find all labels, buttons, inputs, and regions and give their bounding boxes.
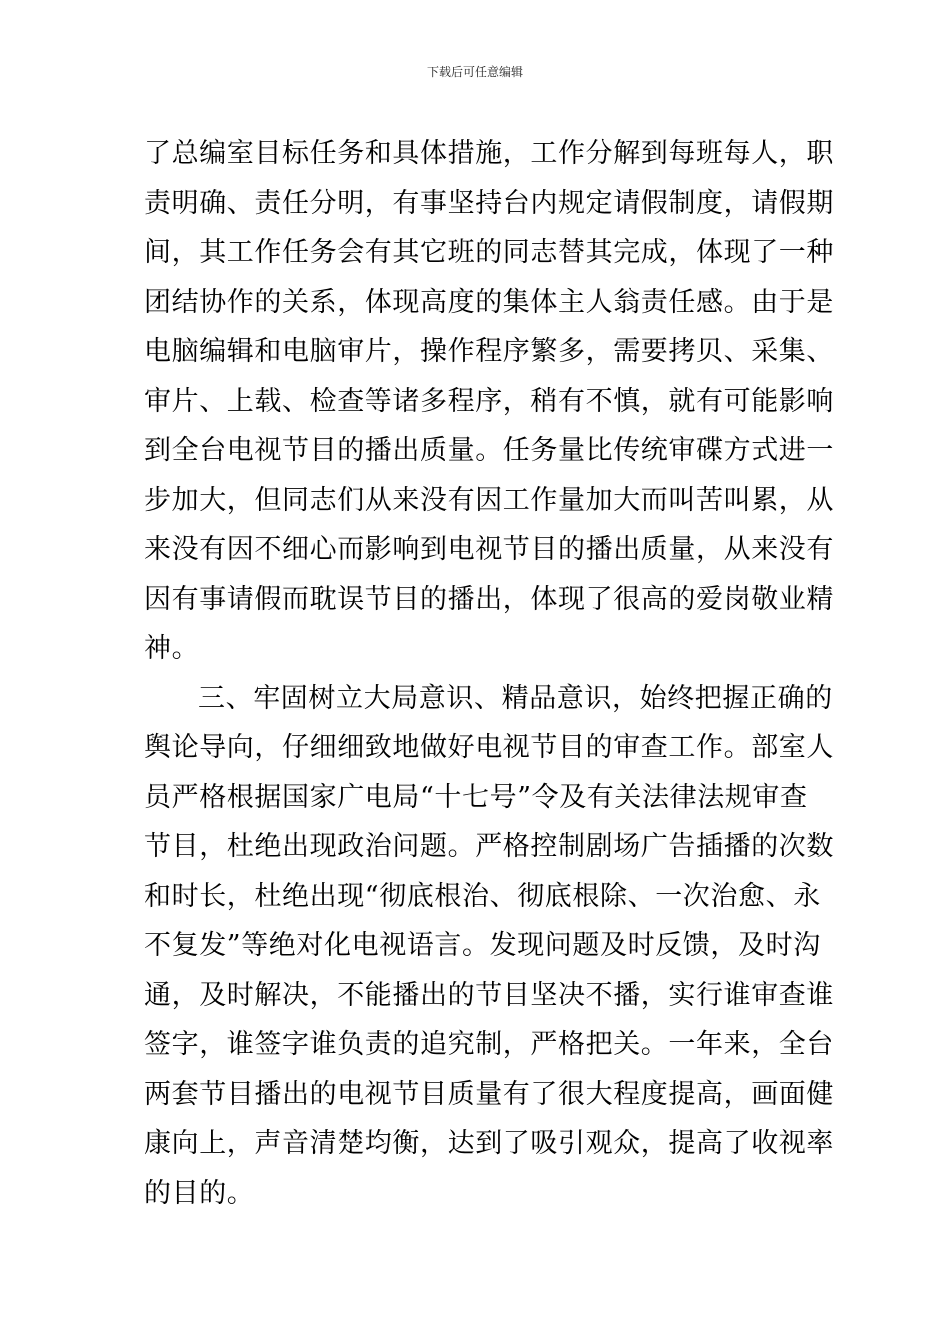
text-line: 因有事请假而耽误节目的播出，体现了很高的爱岗敬业精 (144, 583, 834, 615)
text-line: 间，其工作任务会有其它班的同志替其完成，体现了一种 (144, 237, 834, 268)
text-line: 步加大，但同志们从来没有因工作量加大而叫苦叫累，从 (144, 484, 834, 516)
text-line: 两套节目播出的电视节目质量有了很大程度提高，画面健 (144, 1078, 834, 1110)
document-body (144, 129, 834, 1218)
text-line: 节目，杜绝出现政治问题。严格控制剧场广告插播的次数 (144, 831, 834, 862)
text-line: 了总编室目标任务和具体措施，工作分解到每班每人，职 (144, 138, 834, 169)
text-line: 不复发”等绝对化电视语言。发现问题及时反馈，及时沟 (144, 930, 821, 961)
paragraph-1 (144, 129, 834, 674)
page-header: 下载后可任意编辑 (426, 65, 523, 79)
text-line: 通，及时解决，不能播出的节目坚决不播，实行谁审查谁 (144, 979, 834, 1011)
text-line: 签字，谁签字谁负责的追究制，严格把关。一年来，全台 (144, 1029, 834, 1060)
text-line-first-indented: 三、牢固树立大局意识、精品意识，始终把握正确的 (198, 682, 833, 714)
text-line: 团结协作的关系，体现高度的集体主人翁责任感。由于是 (144, 286, 834, 318)
text-line: 到全台电视节目的播出质量。任务量比传统审碟方式进一 (144, 435, 834, 466)
text-line: 神。 (144, 633, 200, 664)
text-line: 审片、上载、检查等诸多程序，稍有不慎，就有可能影响 (144, 385, 834, 417)
text-line: 责明确、责任分明，有事坚持台内规定请假制度，请假期 (144, 187, 834, 219)
text-line: 和时长，杜绝出现“彻底根治、彻底根除、一次治愈、永 (144, 880, 821, 912)
text-line: 的目的。 (144, 1177, 255, 1209)
text-line: 康向上，声音清楚均衡，达到了吸引观众，提高了收视率 (144, 1128, 834, 1159)
text-line: 来没有因不细心而影响到电视节目的播出质量，从来没有 (144, 534, 834, 565)
text-line: 舆论导向，仔细细致地做好电视节目的审查工作。部室人 (144, 732, 834, 763)
paragraph-2 (144, 674, 834, 1219)
text-line: 员严格根据国家广电局“十七号”令及有关法律法规审查 (144, 781, 808, 813)
text-line: 电脑编辑和电脑审片，操作程序繁多，需要拷贝、采集、 (144, 336, 834, 367)
